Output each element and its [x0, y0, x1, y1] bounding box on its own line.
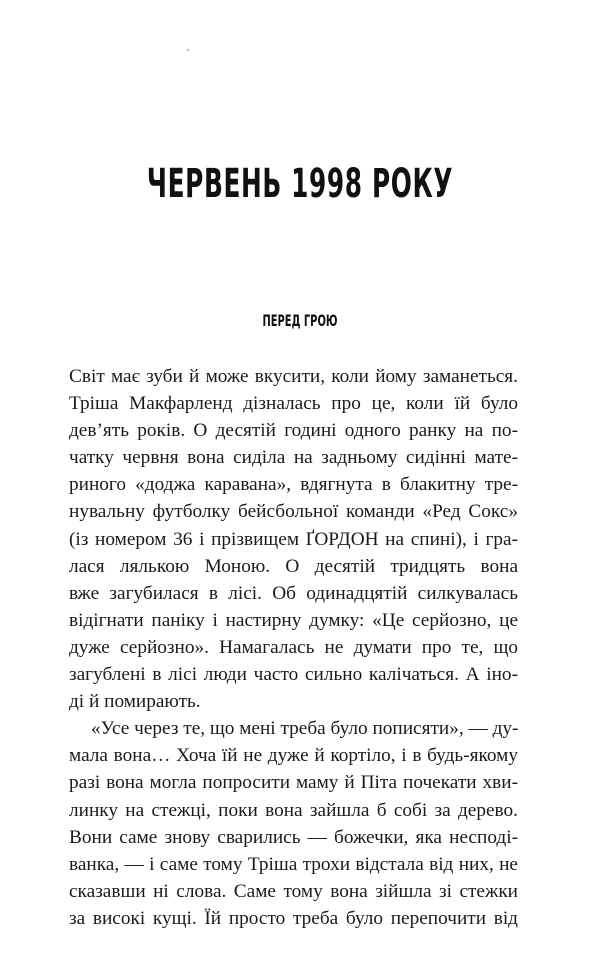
text-line: за високі кущі. Їй просто треба було перепочити від	[69, 907, 518, 929]
text-line: сказавши ні слова. Саме тому вона зійшла зі стежки	[69, 880, 518, 902]
text-line: вже загубилася в лісі. Об одинадцятій силкувалась	[69, 582, 518, 604]
text-line: Тріша Макфарленд дізналась про це, коли їй було	[69, 393, 518, 415]
body-text	[69, 363, 518, 932]
text-line: риного «доджа каравана», вдягнута в блакитну тре-	[69, 474, 518, 496]
text-line: ді й помирають.	[69, 691, 201, 713]
text-line: дев’ять років. О десятій годині одного ранку на по-	[69, 420, 518, 442]
print-speck	[187, 49, 189, 51]
text-line: разі вона могла попросити маму й Піта почекати хви-	[69, 772, 518, 794]
text-line: загублені в лісі люди часто сильно калічаться. А іно-	[69, 664, 518, 686]
text-line: дуже серйозно». Намагалась не думати про те, що	[69, 636, 518, 658]
text-line: Світ має зуби й може вкусити, коли йому заманеться.	[69, 366, 518, 387]
text-line: чатку червня вона сиділа на задньому сидінні мате-	[69, 447, 518, 469]
section-title: ПЕРЕД ГРОЮ	[262, 311, 338, 330]
text-line: відігнати паніку і настирну думку: «Це серйозно, це	[69, 609, 518, 631]
text-line: лася лялькою Моною. О десятій тридцять вона	[69, 555, 518, 577]
paragraph-1	[69, 363, 518, 715]
chapter-title: ЧЕРВЕНЬ 1998 РОКУ	[146, 161, 454, 207]
paragraph-2	[69, 715, 518, 932]
text-line: ванка, — і саме тому Тріша трохи відстала від них, не	[69, 853, 518, 875]
text-line: линку на стежці, поки вона зайшла б собі за дерево.	[69, 799, 518, 821]
text-line: Вони саме знову сварились — божечки, яка несподі-	[69, 826, 518, 848]
text-line: (із номером 36 і прізвищем ҐОРДОН на спині), і гра-	[69, 528, 518, 550]
text-line: мала вона… Хоча їй не дуже й кортіло, і в будь-якому	[69, 745, 518, 767]
text-line: «Усе через те, що мені треба було пописяти», — ду-	[91, 718, 519, 740]
text-line: нувальну футболку бейсбольної команди «Ред Сокс»	[69, 501, 518, 523]
